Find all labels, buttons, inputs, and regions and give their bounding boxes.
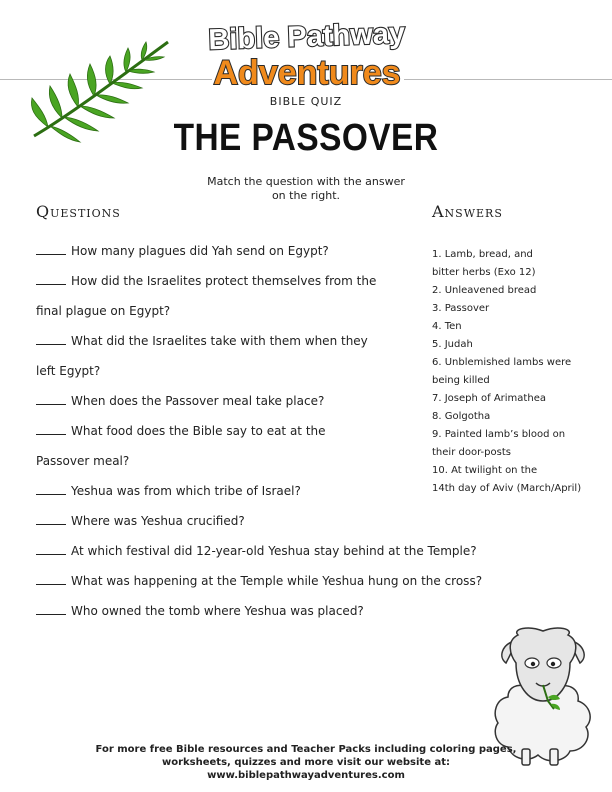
answer-blank[interactable] xyxy=(36,274,66,285)
answer-blank[interactable] xyxy=(36,514,66,525)
footer-line-1: For more free Bible resources and Teacher Packs including coloring pages, xyxy=(95,744,517,755)
answer-item: 2. Unleavened bread xyxy=(432,285,537,296)
answer-blank[interactable] xyxy=(36,604,66,615)
logo-text-bottom: Adventures xyxy=(213,54,401,92)
answer-blank[interactable] xyxy=(36,244,66,255)
question-6: Yeshua was from which tribe of Israel? xyxy=(36,476,416,506)
answer-blank[interactable] xyxy=(36,574,66,585)
quiz-label: BIBLE QUIZ xyxy=(269,95,343,108)
question-7: Where was Yeshua crucified? xyxy=(36,506,416,536)
instructions: Match the question with the answer on the right. xyxy=(207,175,405,202)
question-3: What did the Israelites take with them when they xyxy=(36,326,416,356)
answer-blank[interactable] xyxy=(36,544,66,555)
answer-item: 5. Judah xyxy=(432,339,473,350)
answer-blank[interactable] xyxy=(36,484,66,495)
question-2-cont: final plague on Egypt? xyxy=(36,304,171,318)
answer-item: their door-posts xyxy=(432,447,511,458)
questions-heading: Questions xyxy=(36,202,121,221)
answer-item: 7. Joseph of Arimathea xyxy=(432,393,546,404)
answer-list xyxy=(432,246,612,498)
header-rule-right xyxy=(404,79,612,80)
footer-line-2: worksheets, quizzes and more visit our website at: xyxy=(161,757,450,768)
answer-item: 8. Golgotha xyxy=(432,411,491,422)
answer-item: 10. At twilight on the xyxy=(432,465,538,476)
question-9: What was happening at the Temple while Yeshua hung on the cross? xyxy=(36,566,596,596)
question-2: How did the Israelites protect themselves from the xyxy=(36,266,416,296)
page-title: THE PASSOVER xyxy=(173,117,439,159)
answer-blank[interactable] xyxy=(36,334,66,345)
question-5: What food does the Bible say to eat at the xyxy=(36,416,416,446)
answer-item: 14th day of Aviv (March/April) xyxy=(432,483,582,494)
footer-website-link[interactable]: www.biblepathwayadventures.com xyxy=(207,770,405,781)
footer xyxy=(0,743,612,782)
question-3-cont: left Egypt? xyxy=(36,364,101,378)
answer-item: 3. Passover xyxy=(432,303,490,314)
question-10: Who owned the tomb where Yeshua was placed? xyxy=(36,596,416,626)
answer-item: 6. Unblemished lambs were xyxy=(432,357,572,368)
answer-item: 1. Lamb, bread, and xyxy=(432,249,533,260)
answers-heading: Answers xyxy=(432,202,503,221)
answer-blank[interactable] xyxy=(36,424,66,435)
answer-item: 4. Ten xyxy=(432,321,462,332)
answer-item: being killed xyxy=(432,375,490,386)
question-8: At which festival did 12-year-old Yeshua stay behind at the Temple? xyxy=(36,536,596,566)
answer-item: 9. Painted lamb’s blood on xyxy=(432,429,566,440)
question-5-cont: Passover meal? xyxy=(36,454,130,468)
question-1: How many plagues did Yah send on Egypt? xyxy=(36,236,416,266)
answer-item: bitter herbs (Exo 12) xyxy=(432,267,536,278)
logo xyxy=(205,14,409,94)
answer-blank[interactable] xyxy=(36,394,66,405)
question-4: When does the Passover meal take place? xyxy=(36,386,416,416)
logo-text-top: Bible Pathway xyxy=(207,17,406,57)
